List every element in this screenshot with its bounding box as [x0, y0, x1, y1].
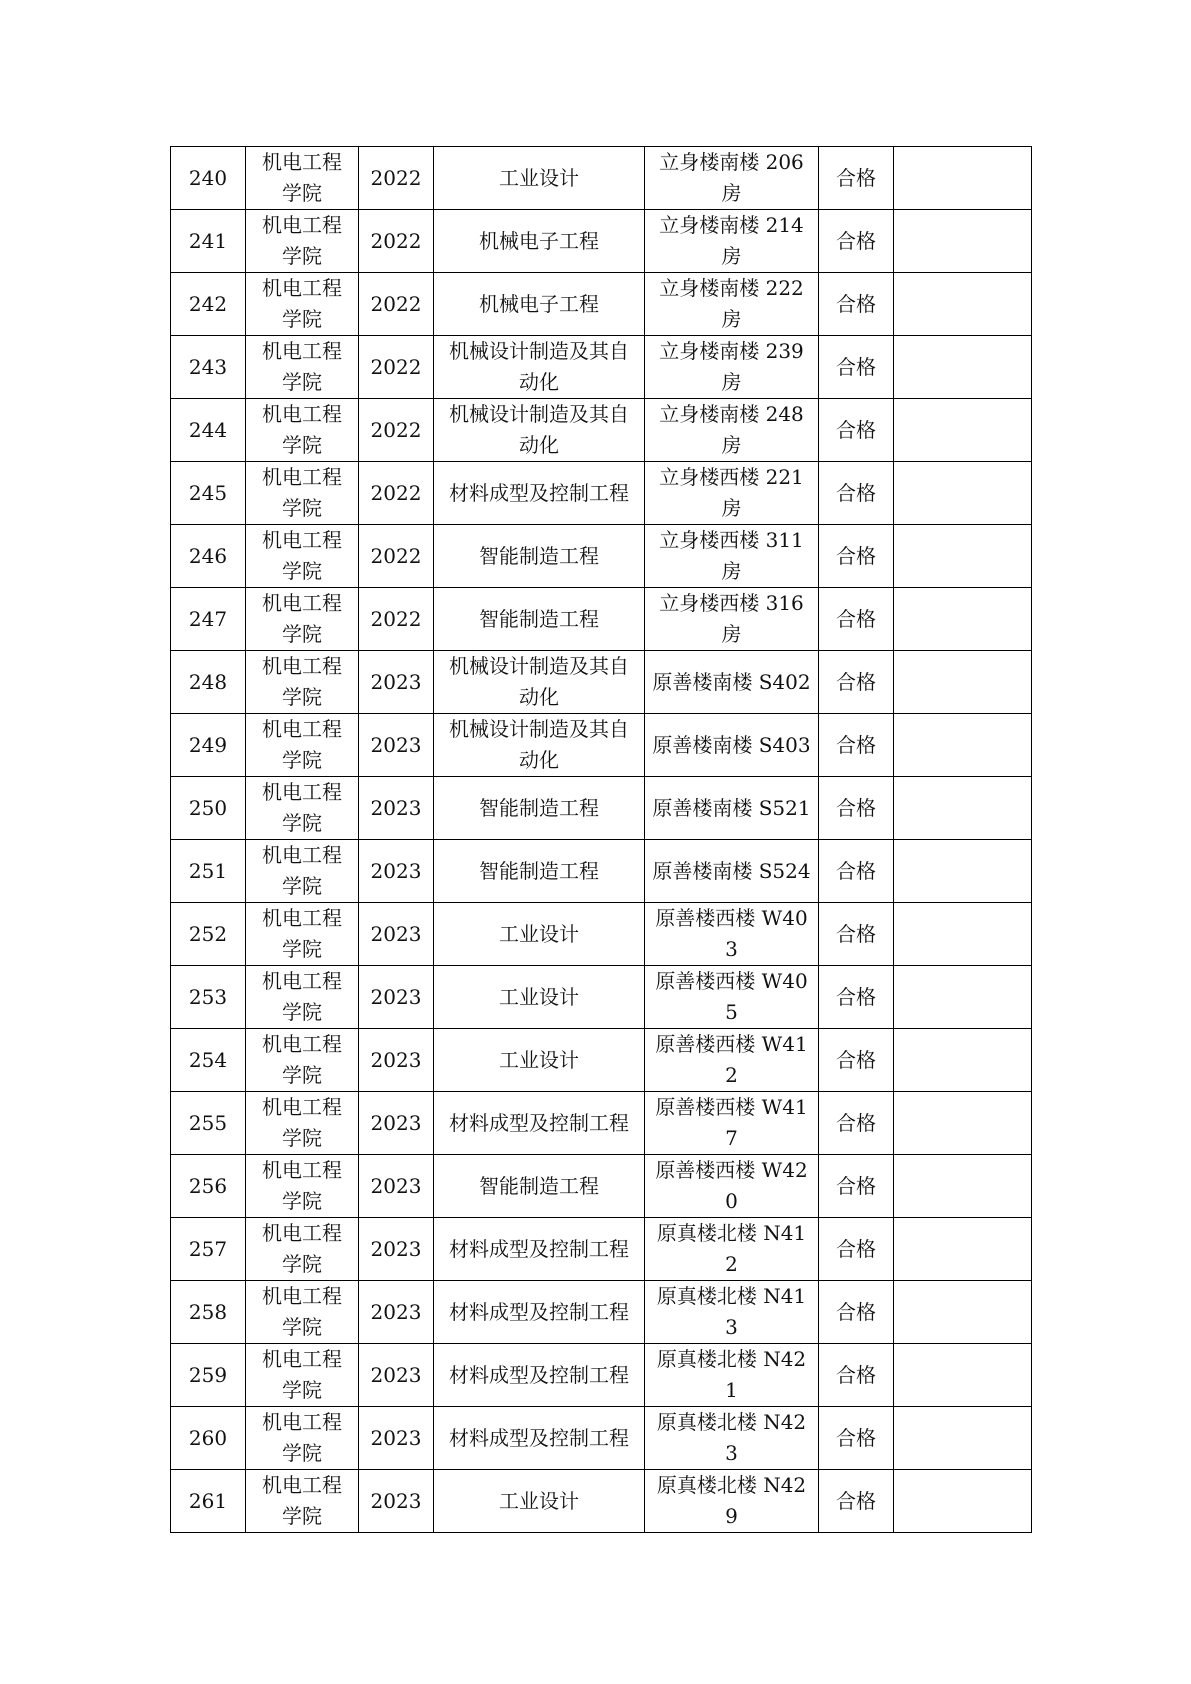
cell-room-text: 立身楼南楼 248 房 — [659, 402, 804, 457]
cell-year: 2022 — [359, 273, 434, 336]
cell-major — [434, 1407, 645, 1470]
cell-major — [434, 714, 645, 777]
cell-college — [246, 777, 359, 840]
table-row — [171, 462, 1032, 525]
cell-room — [645, 462, 819, 525]
cell-number: 249 — [171, 714, 246, 777]
cell-number: 257 — [171, 1218, 246, 1281]
cell-room — [645, 903, 819, 966]
cell-major-text: 机械电子工程 — [479, 228, 599, 253]
cell-year: 2022 — [359, 336, 434, 399]
cell-major-text: 智能制造工程 — [479, 543, 599, 568]
cell-major — [434, 1092, 645, 1155]
cell-college-text: 机电工程学院 — [262, 843, 342, 898]
cell-college-text: 机电工程学院 — [262, 1284, 342, 1339]
cell-number: 247 — [171, 588, 246, 651]
cell-major — [434, 336, 645, 399]
cell-college — [246, 714, 359, 777]
cell-major — [434, 1344, 645, 1407]
cell-year: 2022 — [359, 588, 434, 651]
cell-room-text: 原善楼西楼 W403 — [655, 906, 808, 961]
cell-major — [434, 588, 645, 651]
cell-note — [894, 840, 1032, 903]
cell-result: 合格 — [819, 588, 894, 651]
cell-note — [894, 147, 1032, 210]
table-row — [171, 525, 1032, 588]
cell-number: 250 — [171, 777, 246, 840]
cell-college — [246, 588, 359, 651]
cell-major — [434, 399, 645, 462]
cell-note — [894, 525, 1032, 588]
cell-major-text: 材料成型及控制工程 — [449, 1299, 629, 1324]
table-row — [171, 588, 1032, 651]
table-row — [171, 210, 1032, 273]
cell-result: 合格 — [819, 336, 894, 399]
cell-major — [434, 462, 645, 525]
cell-number: 246 — [171, 525, 246, 588]
cell-college-text: 机电工程学院 — [262, 402, 342, 457]
cell-college-text: 机电工程学院 — [262, 1221, 342, 1276]
cell-note — [894, 714, 1032, 777]
cell-result: 合格 — [819, 840, 894, 903]
cell-year: 2023 — [359, 1218, 434, 1281]
cell-major-text: 智能制造工程 — [479, 606, 599, 631]
cell-room — [645, 399, 819, 462]
cell-college-text: 机电工程学院 — [262, 150, 342, 205]
cell-room-text: 立身楼南楼 239 房 — [659, 339, 804, 394]
cell-note — [894, 1029, 1032, 1092]
cell-room-text: 原真楼北楼 N413 — [656, 1284, 807, 1339]
cell-major — [434, 273, 645, 336]
table-row — [171, 1092, 1032, 1155]
cell-college — [246, 210, 359, 273]
cell-note — [894, 210, 1032, 273]
cell-room-text: 原善楼南楼 S402 — [652, 669, 811, 694]
cell-college-text: 机电工程学院 — [262, 906, 342, 961]
cell-year: 2023 — [359, 1155, 434, 1218]
cell-result: 合格 — [819, 273, 894, 336]
cell-college — [246, 462, 359, 525]
table-row — [171, 1218, 1032, 1281]
cell-room — [645, 336, 819, 399]
cell-note — [894, 966, 1032, 1029]
cell-major-text: 机械设计制造及其自动化 — [449, 717, 629, 772]
cell-room — [645, 210, 819, 273]
table-row — [171, 714, 1032, 777]
cell-major-text: 智能制造工程 — [479, 795, 599, 820]
cell-note — [894, 1407, 1032, 1470]
cell-major-text: 智能制造工程 — [479, 858, 599, 883]
cell-result: 合格 — [819, 462, 894, 525]
cell-year: 2022 — [359, 210, 434, 273]
cell-college — [246, 966, 359, 1029]
cell-major — [434, 777, 645, 840]
cell-college-text: 机电工程学院 — [262, 1032, 342, 1087]
cell-room — [645, 1218, 819, 1281]
cell-major — [434, 147, 645, 210]
cell-number: 243 — [171, 336, 246, 399]
cell-note — [894, 777, 1032, 840]
cell-major — [434, 1281, 645, 1344]
cell-note — [894, 1281, 1032, 1344]
cell-major-text: 工业设计 — [499, 165, 579, 190]
cell-room — [645, 966, 819, 1029]
cell-number: 255 — [171, 1092, 246, 1155]
cell-room-text: 原善楼南楼 S524 — [652, 858, 811, 883]
cell-note — [894, 1155, 1032, 1218]
cell-room-text: 原真楼北楼 N421 — [656, 1347, 807, 1402]
cell-major — [434, 1155, 645, 1218]
cell-note — [894, 1092, 1032, 1155]
cell-year: 2023 — [359, 777, 434, 840]
cell-number: 259 — [171, 1344, 246, 1407]
cell-room — [645, 1092, 819, 1155]
cell-year: 2023 — [359, 1470, 434, 1533]
cell-note — [894, 903, 1032, 966]
cell-result: 合格 — [819, 1470, 894, 1533]
cell-room-text: 原真楼北楼 N423 — [656, 1410, 807, 1465]
table-row — [171, 1029, 1032, 1092]
cell-number: 258 — [171, 1281, 246, 1344]
cell-result: 合格 — [819, 1407, 894, 1470]
cell-college-text: 机电工程学院 — [262, 780, 342, 835]
cell-room-text: 原善楼西楼 W420 — [655, 1158, 808, 1213]
cell-major-text: 材料成型及控制工程 — [449, 1425, 629, 1450]
cell-college-text: 机电工程学院 — [262, 969, 342, 1024]
cell-room-text: 原善楼西楼 W417 — [655, 1095, 808, 1150]
cell-room-text: 立身楼西楼 221 房 — [659, 465, 804, 520]
cell-note — [894, 1218, 1032, 1281]
cell-major-text: 材料成型及控制工程 — [449, 1110, 629, 1135]
cell-major-text: 智能制造工程 — [479, 1173, 599, 1198]
table-row — [171, 1281, 1032, 1344]
cell-college — [246, 1281, 359, 1344]
cell-college — [246, 147, 359, 210]
cell-year: 2023 — [359, 1092, 434, 1155]
cell-college-text: 机电工程学院 — [262, 717, 342, 772]
cell-number: 245 — [171, 462, 246, 525]
cell-college-text: 机电工程学院 — [262, 213, 342, 268]
cell-major-text: 机械设计制造及其自动化 — [449, 654, 629, 709]
cell-year: 2022 — [359, 525, 434, 588]
cell-room — [645, 525, 819, 588]
cell-year: 2023 — [359, 1407, 434, 1470]
cell-room — [645, 1407, 819, 1470]
cell-major — [434, 1218, 645, 1281]
cell-number: 248 — [171, 651, 246, 714]
cell-result: 合格 — [819, 1218, 894, 1281]
cell-major — [434, 1029, 645, 1092]
cell-college-text: 机电工程学院 — [262, 276, 342, 331]
cell-major-text: 工业设计 — [499, 1047, 579, 1072]
cell-college-text: 机电工程学院 — [262, 1410, 342, 1465]
cell-note — [894, 588, 1032, 651]
cell-college-text: 机电工程学院 — [262, 1095, 342, 1150]
cell-result: 合格 — [819, 714, 894, 777]
cell-college — [246, 903, 359, 966]
cell-result: 合格 — [819, 903, 894, 966]
cell-major — [434, 840, 645, 903]
cell-year: 2023 — [359, 714, 434, 777]
cell-major — [434, 966, 645, 1029]
cell-room — [645, 588, 819, 651]
table-body — [171, 147, 1032, 1533]
cell-major-text: 工业设计 — [499, 1488, 579, 1513]
cell-number: 253 — [171, 966, 246, 1029]
cell-college — [246, 273, 359, 336]
cell-room-text: 立身楼南楼 214 房 — [659, 213, 804, 268]
cell-year: 2023 — [359, 840, 434, 903]
cell-result: 合格 — [819, 1029, 894, 1092]
cell-year: 2023 — [359, 1029, 434, 1092]
cell-college — [246, 1092, 359, 1155]
cell-college-text: 机电工程学院 — [262, 339, 342, 394]
cell-major-text: 材料成型及控制工程 — [449, 480, 629, 505]
cell-room-text: 原善楼南楼 S403 — [652, 732, 811, 757]
cell-year: 2023 — [359, 966, 434, 1029]
cell-college — [246, 651, 359, 714]
cell-room-text: 立身楼南楼 206 房 — [659, 150, 804, 205]
cell-note — [894, 336, 1032, 399]
cell-room-text: 原真楼北楼 N412 — [656, 1221, 807, 1276]
cell-college-text: 机电工程学院 — [262, 591, 342, 646]
cell-year: 2023 — [359, 651, 434, 714]
cell-room — [645, 777, 819, 840]
cell-college-text: 机电工程学院 — [262, 528, 342, 583]
cell-major — [434, 651, 645, 714]
cell-college — [246, 336, 359, 399]
cell-year: 2023 — [359, 1281, 434, 1344]
cell-note — [894, 1470, 1032, 1533]
cell-college-text: 机电工程学院 — [262, 1158, 342, 1213]
cell-room-text: 立身楼西楼 316 房 — [659, 591, 804, 646]
cell-year: 2022 — [359, 462, 434, 525]
cell-result: 合格 — [819, 399, 894, 462]
cell-college-text: 机电工程学院 — [262, 654, 342, 709]
cell-number: 240 — [171, 147, 246, 210]
cell-room — [645, 1470, 819, 1533]
cell-year: 2022 — [359, 147, 434, 210]
cell-major — [434, 525, 645, 588]
table-row — [171, 1344, 1032, 1407]
cell-college — [246, 1344, 359, 1407]
cell-note — [894, 651, 1032, 714]
table-row — [171, 903, 1032, 966]
table-row — [171, 1407, 1032, 1470]
cell-number: 260 — [171, 1407, 246, 1470]
cell-number: 254 — [171, 1029, 246, 1092]
cell-college — [246, 1155, 359, 1218]
cell-room — [645, 1344, 819, 1407]
cell-college — [246, 399, 359, 462]
table-row — [171, 1470, 1032, 1533]
cell-result: 合格 — [819, 525, 894, 588]
table-row — [171, 147, 1032, 210]
cell-college — [246, 1470, 359, 1533]
cell-note — [894, 273, 1032, 336]
cell-major-text: 机械设计制造及其自动化 — [449, 402, 629, 457]
cell-college — [246, 1218, 359, 1281]
cell-room — [645, 1029, 819, 1092]
cell-major-text: 工业设计 — [499, 921, 579, 946]
cell-college-text: 机电工程学院 — [262, 1347, 342, 1402]
cell-college — [246, 840, 359, 903]
table-row — [171, 966, 1032, 1029]
cell-result: 合格 — [819, 1344, 894, 1407]
table-row — [171, 399, 1032, 462]
cell-college — [246, 525, 359, 588]
cell-year: 2022 — [359, 399, 434, 462]
cell-number: 244 — [171, 399, 246, 462]
cell-room — [645, 714, 819, 777]
cell-room-text: 原善楼西楼 W405 — [655, 969, 808, 1024]
cell-college — [246, 1029, 359, 1092]
table-row — [171, 777, 1032, 840]
cell-result: 合格 — [819, 966, 894, 1029]
cell-major-text: 工业设计 — [499, 984, 579, 1009]
cell-college — [246, 1407, 359, 1470]
dormitory-inspection-table — [170, 146, 1032, 1533]
cell-major — [434, 1470, 645, 1533]
cell-year: 2023 — [359, 1344, 434, 1407]
cell-result: 合格 — [819, 210, 894, 273]
cell-note — [894, 1344, 1032, 1407]
cell-room — [645, 651, 819, 714]
cell-room-text: 原善楼南楼 S521 — [652, 795, 811, 820]
cell-room — [645, 1155, 819, 1218]
cell-number: 261 — [171, 1470, 246, 1533]
cell-result: 合格 — [819, 1092, 894, 1155]
cell-result: 合格 — [819, 651, 894, 714]
cell-room-text: 立身楼南楼 222 房 — [659, 276, 804, 331]
table-row — [171, 1155, 1032, 1218]
cell-major-text: 机械电子工程 — [479, 291, 599, 316]
cell-note — [894, 399, 1032, 462]
cell-result: 合格 — [819, 1281, 894, 1344]
cell-major — [434, 210, 645, 273]
cell-room — [645, 147, 819, 210]
cell-major — [434, 903, 645, 966]
cell-result: 合格 — [819, 147, 894, 210]
table-row — [171, 273, 1032, 336]
cell-room-text: 原真楼北楼 N429 — [656, 1473, 807, 1528]
cell-note — [894, 462, 1032, 525]
cell-room-text: 原善楼西楼 W412 — [655, 1032, 808, 1087]
cell-year: 2023 — [359, 903, 434, 966]
table-row — [171, 336, 1032, 399]
cell-major-text: 材料成型及控制工程 — [449, 1236, 629, 1261]
cell-room — [645, 1281, 819, 1344]
cell-number: 241 — [171, 210, 246, 273]
cell-number: 252 — [171, 903, 246, 966]
cell-number: 256 — [171, 1155, 246, 1218]
cell-number: 242 — [171, 273, 246, 336]
cell-room — [645, 840, 819, 903]
table-row — [171, 651, 1032, 714]
cell-room — [645, 273, 819, 336]
cell-major-text: 机械设计制造及其自动化 — [449, 339, 629, 394]
table-row — [171, 840, 1032, 903]
cell-number: 251 — [171, 840, 246, 903]
cell-college-text: 机电工程学院 — [262, 1473, 342, 1528]
cell-result: 合格 — [819, 777, 894, 840]
cell-major-text: 材料成型及控制工程 — [449, 1362, 629, 1387]
cell-college-text: 机电工程学院 — [262, 465, 342, 520]
cell-result: 合格 — [819, 1155, 894, 1218]
cell-room-text: 立身楼西楼 311 房 — [659, 528, 804, 583]
